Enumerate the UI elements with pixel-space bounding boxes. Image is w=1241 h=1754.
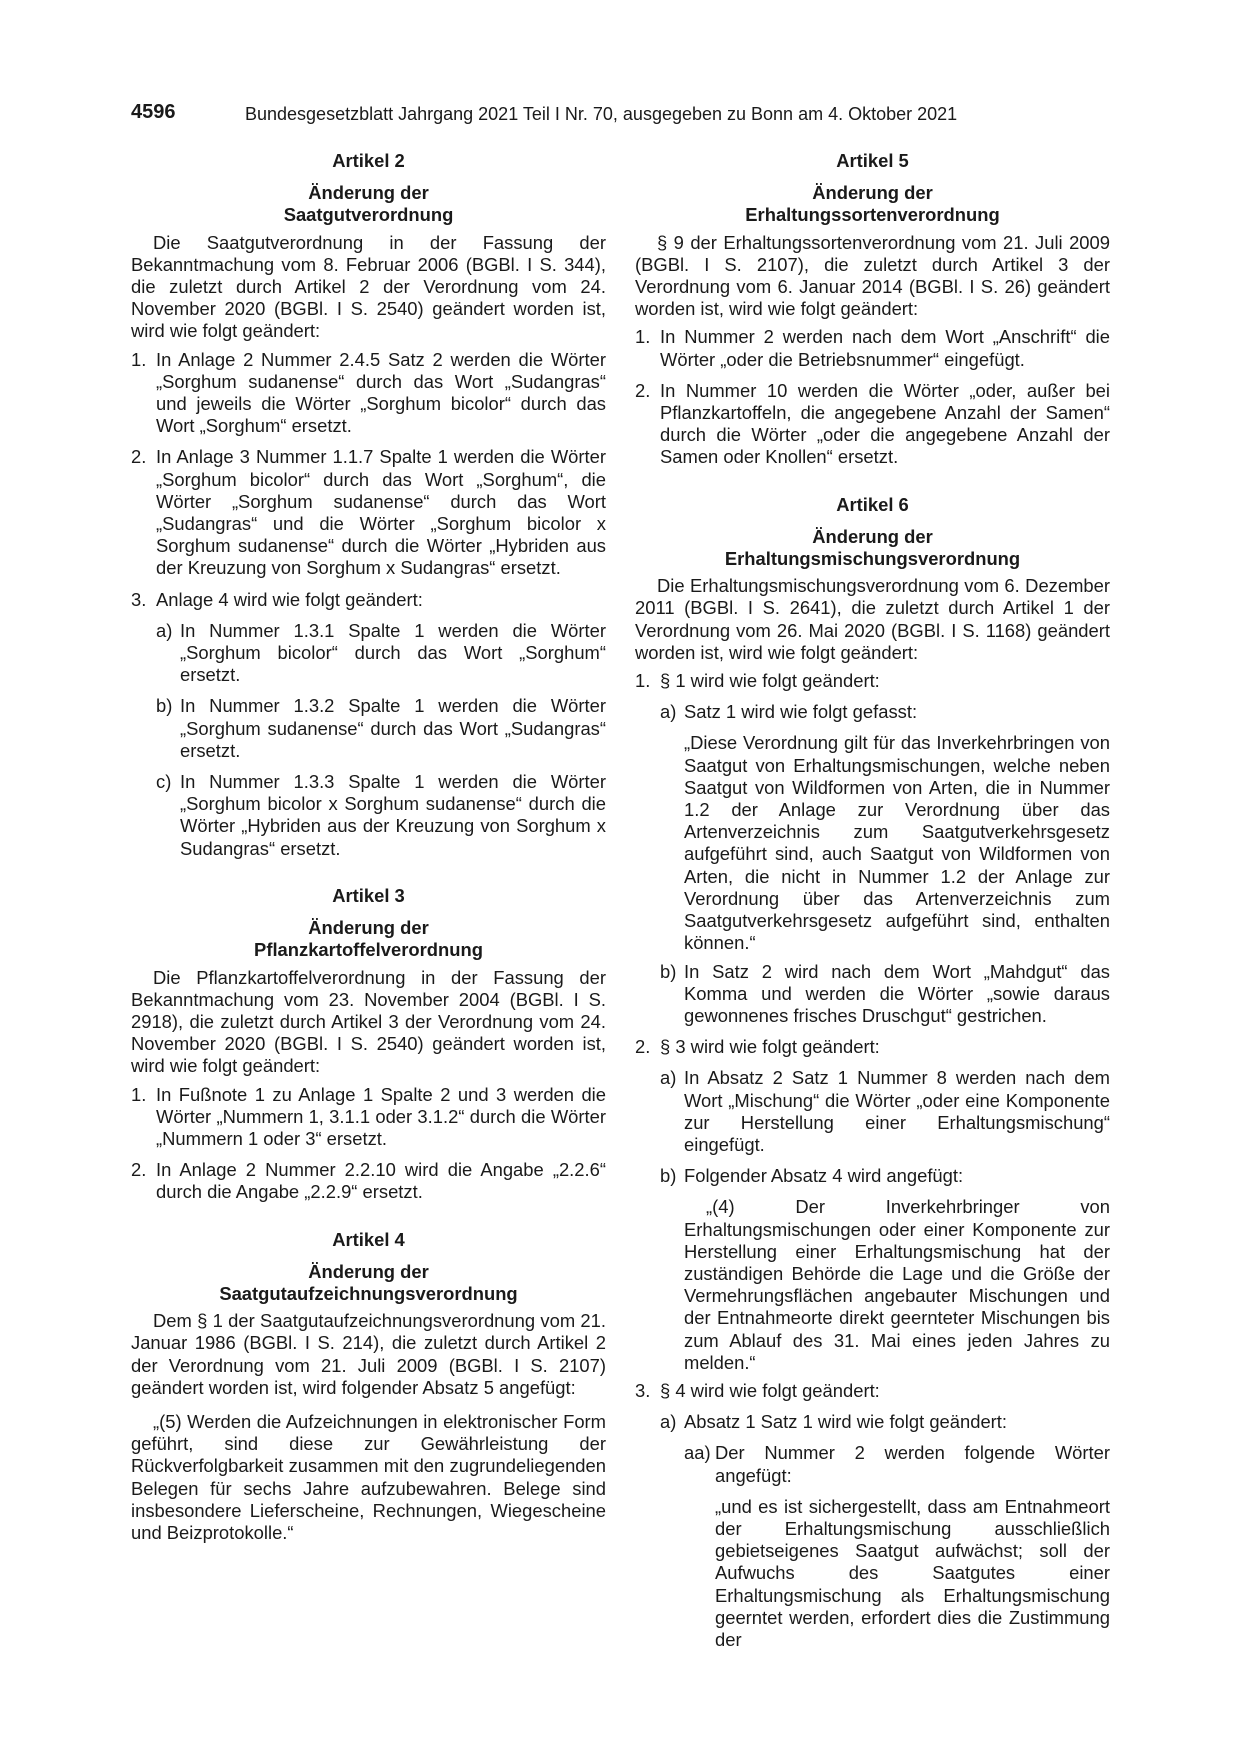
- article-intro: Die Saatgutverordnung in der Fassung der Bekanntmachung vom 8. Februar 2006 (BGBl. I S. 344), die zuletzt durch Artikel 2 der Verordnung vom 24. November 2020 (BGBl. I S. 2540) geändert worden ist, wird wie folgt geändert:: [131, 231, 606, 342]
- list-item: [131, 1159, 606, 1203]
- article-heading-line1: Änderung der: [308, 1260, 429, 1282]
- item-text: In Nummer 2 werden nach dem Wort „Anschrift“ die Wörter „oder die Betriebsnummer“ eingefügt.: [660, 326, 1110, 370]
- item-number: 2.: [131, 446, 147, 468]
- item-text: Satz 1 wird wie folgt gefasst:: [684, 701, 918, 723]
- sub-item: [660, 1411, 1110, 1433]
- spacer: [635, 478, 1110, 494]
- article-4: [131, 1229, 606, 1545]
- article-title: Artikel 2: [332, 150, 405, 171]
- item-letter: aa): [684, 1442, 711, 1464]
- article-heading-line1: Änderung der: [812, 525, 933, 547]
- article-intro: Die Erhaltungsmischungsverordnung vom 6. Dezember 2011 (BGBl. I S. 2641), die zuletzt durch Artikel 1 der Verordnung vom 26. Mai 2020 (BGBl. I S. 1168) geändert worden ist, wird wie folgt geändert:: [635, 575, 1110, 663]
- article-heading-line1: Änderung der: [308, 182, 429, 204]
- running-header: Bundesgesetzblatt Jahrgang 2021 Teil I Nr. 70, ausgegeben zu Bonn am 4. Oktober 2021: [245, 104, 958, 124]
- sub-item: [156, 771, 606, 860]
- item-number: 1.: [635, 326, 651, 348]
- item-text: § 1 wird wie folgt geändert:: [660, 670, 880, 692]
- item-text: § 3 wird wie folgt geändert:: [660, 1036, 880, 1058]
- article-title: Artikel 4: [332, 1228, 405, 1250]
- item-text: In Satz 2 wird nach dem Wort „Mahdgut“ das Komma und werden die Wörter „sowie daraus gewonnenes frisches Druschgut“ gestrichen.: [684, 960, 1110, 1026]
- article-title: Artikel 5: [836, 150, 909, 171]
- article-heading-line1: Änderung der: [812, 182, 933, 204]
- item-text: Der Nummer 2 werden folgende Wörter angefügt:: [715, 1442, 1110, 1486]
- item-number: 2.: [635, 379, 651, 401]
- sub-item: [660, 961, 1110, 1028]
- article-6: [635, 494, 1110, 1652]
- spacer: [131, 1213, 606, 1229]
- article-heading-line2: Saatgutaufzeichnungsverordnung: [219, 1282, 518, 1304]
- right-column: [635, 150, 1110, 1657]
- item-letter: a): [660, 1411, 677, 1433]
- item-text: In Nummer 1.3.2 Spalte 1 werden die Wörter „Sorghum sudanense“ durch das Wort „Sudangras“ ersetzt.: [180, 695, 606, 761]
- sub-item: [156, 695, 606, 762]
- left-column: [131, 150, 606, 1550]
- sub-item: [660, 1067, 1110, 1156]
- item-letter: a): [660, 701, 677, 723]
- item-letter: a): [156, 619, 173, 641]
- article-5: [635, 150, 1110, 469]
- item-number: 2.: [131, 1159, 147, 1181]
- spacer: [131, 869, 606, 885]
- article-heading-line1: Änderung der: [308, 917, 429, 939]
- article-intro: Dem § 1 der Saatgutaufzeichnungsverordnung vom 21. Januar 1986 (BGBl. I S. 214), die zuletzt durch Artikel 2 der Verordnung vom 21. Juli 2009 (BGBl. I S. 2107) geändert worden ist, wird folgender Absatz 5 angefügt:: [131, 1310, 606, 1398]
- article-3: [131, 885, 606, 1204]
- article-heading-line2: Saatgutverordnung: [283, 204, 454, 226]
- item-number: 3.: [635, 1379, 651, 1401]
- item-text: In Anlage 3 Nummer 1.1.7 Spalte 1 werden die Wörter „Sorghum bicolor“ durch das Wort „Sorghum“, die Wörter „Sorghum sudanense“ durch das Wort „Sudangras“ und die Wörter „Sorghum bicolor x Sorghum sudanense“ durch die Wörter „Hybriden aus der Kreuzung von Sorghum x Sudangras“ ersetzt.: [156, 446, 606, 579]
- article-heading-line2: Erhaltungssortenverordnung: [745, 204, 1000, 226]
- article-intro: § 9 der Erhaltungssortenverordnung vom 21. Juli 2009 (BGBl. I S. 2107), die zuletzt durch Artikel 3 der Verordnung vom 6. Januar 2014 (BGBl. I S. 26) geändert worden ist, wird wie folgt geändert:: [635, 231, 1110, 320]
- sub-item: [660, 1165, 1110, 1187]
- article-2: [131, 150, 606, 860]
- article-intro: Die Pflanzkartoffelverordnung in der Fassung der Bekanntmachung vom 23. November 2004 (BGBl. I S. 2918), die zuletzt durch Artikel 3 der Verordnung vom 24. November 2020 (BGBl. I S. 2540) geändert worden ist, wird wie folgt geändert:: [131, 966, 606, 1077]
- article-title: Artikel 3: [332, 884, 405, 906]
- article-heading-line2: Erhaltungsmischungsverordnung: [724, 548, 1021, 570]
- item-letter: b): [660, 1165, 677, 1187]
- item-number: 1.: [635, 670, 651, 692]
- item-text: In Anlage 2 Nummer 2.2.10 wird die Angabe „2.2.6“ durch die Angabe „2.2.9“ ersetzt.: [156, 1159, 606, 1203]
- list-item: [635, 380, 1110, 469]
- page-number: 4596: [131, 101, 176, 123]
- item-number: 1.: [131, 1083, 147, 1105]
- article-title: Artikel 6: [836, 493, 909, 515]
- item-letter: c): [156, 771, 172, 793]
- item-text: § 4 wird wie folgt geändert:: [660, 1379, 880, 1401]
- quoted-amendment: „Diese Verordnung gilt für das Inverkehrbringen von Saatgut von Erhaltungsmischungen, welche neben Saatgut von Wildformen von Arten, die in Nummer 1.2 der Anlage zur Verordnung über das Artenverzeichnis zum Saatgutverkehrsgesetz aufgeführt sind, auch Saatgut von Wildformen von Arten, die nicht in Nummer 1.2 der Anlage zur Verordnung über das Artenverzeichnis zum Saatgutverkehrsgesetz aufgeführt sind, enthalten können.“: [684, 732, 1110, 954]
- item-text: In Nummer 1.3.1 Spalte 1 werden die Wörter „Sorghum bicolor“ durch das Wort „Sorghum“ ersetzt.: [180, 619, 606, 686]
- item-number: 1.: [131, 348, 147, 370]
- list-item: [131, 446, 606, 579]
- quoted-amendment: „und es ist sichergestellt, dass am Entnahmeort der Erhaltungsmischung ausschließlich gebietseigenes Saatgut aufwächst; soll der Aufwuchs des Saatgutes einer Erhaltungsmischung als Erhaltungsmischung geerntet werden, erfordert dies die Zustimmung der: [715, 1495, 1110, 1650]
- quoted-amendment: „(4) Der Inverkehrbringer von Erhaltungsmischungen oder einer Komponente zur Herstellung einer Erhaltungsmischung hat der zuständigen Behörde die Lage und die Größe der Vermehrungsflächen angebauter Mischungen und der Entnahmeorte direkt geernteter Mischungen bis zum Ablauf des 31. Mai eines jeden Jahres zu melden.“: [684, 1196, 1110, 1373]
- item-number: 2.: [635, 1036, 651, 1058]
- list-item: [131, 349, 606, 438]
- item-letter: a): [660, 1067, 677, 1089]
- item-text: Absatz 1 Satz 1 wird wie folgt geändert:: [684, 1411, 1008, 1433]
- sub-item: [660, 701, 1110, 723]
- list-item: [131, 589, 606, 611]
- item-text: In Anlage 2 Nummer 2.4.5 Satz 2 werden die Wörter „Sorghum sudanense“ durch das Wort „Sudangras“ und jeweils die Wörter „Sorghum bicolor“ durch das Wort „Sorghum“ ersetzt.: [156, 348, 606, 437]
- quoted-amendment: „(5) Werden die Aufzeichnungen in elektronischer Form geführt, sind diese zur Gewährleistung der Rückverfolgbarkeit zusammen mit den zugrundeliegenden Belegen für sechs Jahre aufzubewahren. Belege sind insbesondere Lieferscheine, Rechnungen, Wiegescheine und Beizprotokolle.“: [131, 1410, 606, 1543]
- item-number: 3.: [131, 588, 147, 610]
- list-item: [635, 326, 1110, 370]
- item-text: Anlage 4 wird wie folgt geändert:: [156, 588, 423, 610]
- article-heading-line2: Pflanzkartoffelverordnung: [254, 939, 483, 961]
- sub-sub-item: [684, 1442, 1110, 1486]
- item-letter: b): [156, 695, 173, 717]
- list-item: [635, 1380, 1110, 1402]
- item-text: In Fußnote 1 zu Anlage 1 Spalte 2 und 3 werden die Wörter „Nummern 1, 3.1.1 oder 3.1.2“ durch die Wörter „Nummern 1 oder 3“ ersetzt.: [156, 1083, 606, 1149]
- list-item: [635, 670, 1110, 692]
- sub-item: [156, 620, 606, 687]
- item-text: In Nummer 10 werden die Wörter „oder, außer bei Pflanzkartoffeln, die angegebene Anzahl der Samen“ durch die Wörter „oder die angegebene Anzahl der Samen oder Knollen“ ersetzt.: [660, 379, 1110, 468]
- item-text: In Absatz 2 Satz 1 Nummer 8 werden nach dem Wort „Mischung“ die Wörter „oder eine Komponente zur Herstellung einer Erhaltungsmischung“ eingefügt.: [684, 1067, 1110, 1155]
- item-text: In Nummer 1.3.3 Spalte 1 werden die Wörter „Sorghum bicolor x Sorghum sudanense“ durch die Wörter „Hybriden aus der Kreuzung von Sorghum x Sudangras“ ersetzt.: [180, 771, 606, 859]
- list-item: [635, 1036, 1110, 1058]
- item-text: Folgender Absatz 4 wird angefügt:: [684, 1165, 964, 1187]
- item-letter: b): [660, 960, 677, 982]
- list-item: [131, 1084, 606, 1151]
